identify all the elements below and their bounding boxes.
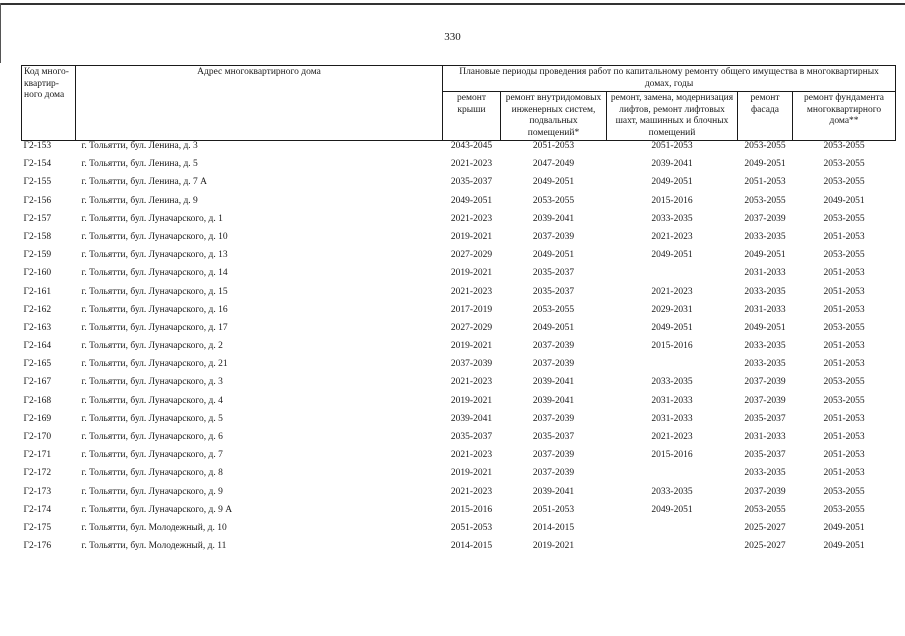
row-facade-period: 2051-2053 xyxy=(744,177,786,188)
row-address: г. Тольятти, бул. Луначарского, д. 15 xyxy=(81,286,228,297)
row-code: Г2-161 xyxy=(23,286,52,297)
row-address: г. Тольятти, бул. Молодежный, д. 10 xyxy=(81,522,227,533)
row-elevators-period: 2021-2023 xyxy=(651,432,693,442)
header-elevators: ремонт, замена, модернизация лифтов, ремонт лифтовых шахт, машинных и блочных помещений xyxy=(607,92,738,141)
row-address: г. Тольятти, бул. Луначарского, д. 13 xyxy=(81,250,228,261)
row-roof-period: 2051-2053 xyxy=(450,522,493,533)
row-roof-period: 2021-2023 xyxy=(450,377,493,388)
row-facade-period: 2033-2035 xyxy=(744,468,786,479)
row-roof-period: 2039-2041 xyxy=(450,413,493,424)
row-code: Г2-159 xyxy=(23,250,52,261)
row-elevators-period: 2021-2023 xyxy=(651,231,693,242)
table-row xyxy=(22,232,896,250)
row-address: г. Тольятти, бул. Луначарского, д. 10 xyxy=(81,231,228,242)
row-roof-period: 2019-2021 xyxy=(450,395,493,406)
row-facade-period: 2053-2055 xyxy=(744,141,786,151)
row-elevators-period: 2015-2016 xyxy=(651,195,693,206)
row-facade-period: 2031-2033 xyxy=(744,304,786,315)
row-elevators-period: 2039-2041 xyxy=(651,159,693,170)
row-address: г. Тольятти, бул. Луначарского, д. 2 xyxy=(81,341,223,352)
row-engineering-period: 2014-2015 xyxy=(532,522,575,533)
table-header xyxy=(22,66,896,141)
row-address: г. Тольятти, бул. Луначарского, д. 4 xyxy=(81,395,223,406)
table-row xyxy=(22,177,896,195)
row-facade-period: 2025-2027 xyxy=(744,522,786,533)
table-row xyxy=(22,268,896,286)
row-roof-period: 2035-2037 xyxy=(450,177,493,188)
row-address: г. Тольятти, бул. Молодежный, д. 11 xyxy=(81,541,227,552)
row-code: Г2-172 xyxy=(23,468,52,479)
row-elevators-period: 2031-2033 xyxy=(651,395,693,406)
row-engineering-period: 2053-2055 xyxy=(532,304,575,315)
row-elevators-period: 2021-2023 xyxy=(651,286,693,297)
row-facade-period: 2033-2035 xyxy=(744,286,786,297)
row-elevators-period xyxy=(607,468,738,486)
row-facade-period: 2053-2055 xyxy=(744,504,786,515)
row-elevators-period: 2015-2016 xyxy=(651,450,693,461)
row-engineering-period: 2049-2051 xyxy=(532,322,575,333)
page-number: 330 xyxy=(444,31,461,43)
row-code: Г2-155 xyxy=(23,177,52,188)
row-engineering-period: 2035-2037 xyxy=(532,268,575,279)
row-foundation-period: 2051-2053 xyxy=(823,450,865,461)
row-code: Г2-168 xyxy=(23,395,52,406)
row-elevators-period: 2049-2051 xyxy=(651,322,693,333)
row-engineering-period: 2049-2051 xyxy=(532,177,575,188)
row-roof-period: 2037-2039 xyxy=(450,359,493,370)
row-foundation-period: 2053-2055 xyxy=(823,250,865,261)
row-facade-period: 2033-2035 xyxy=(744,231,786,242)
row-facade-period: 2033-2035 xyxy=(744,341,786,352)
row-engineering-period: 2039-2041 xyxy=(532,486,575,497)
row-address: г. Тольятти, бул. Ленина, д. 7 А xyxy=(81,177,208,188)
row-roof-period: 2021-2023 xyxy=(450,159,493,170)
row-address: г. Тольятти, бул. Луначарского, д. 1 xyxy=(81,213,223,224)
row-foundation-period: 2053-2055 xyxy=(823,159,865,170)
table-row xyxy=(22,414,896,432)
row-address: г. Тольятти, бул. Луначарского, д. 5 xyxy=(81,413,223,424)
row-foundation-period: 2053-2055 xyxy=(823,504,865,515)
row-foundation-period: 2049-2051 xyxy=(823,541,865,552)
row-roof-period: 2049-2051 xyxy=(450,195,493,206)
row-address: г. Тольятти, бул. Луначарского, д. 7 xyxy=(81,450,223,461)
row-engineering-period: 2053-2055 xyxy=(532,195,575,206)
row-facade-period: 2037-2039 xyxy=(744,213,786,224)
table-row xyxy=(22,450,896,468)
row-engineering-period: 2039-2041 xyxy=(532,377,575,388)
row-roof-period: 2035-2037 xyxy=(450,432,493,442)
row-address: г. Тольятти, бул. Ленина, д. 5 xyxy=(81,159,198,170)
table-row xyxy=(22,214,896,232)
row-address: г. Тольятти, бул. Луначарского, д. 17 xyxy=(81,322,228,333)
row-roof-period: 2027-2029 xyxy=(450,250,493,261)
row-foundation-period: 2051-2053 xyxy=(823,468,865,479)
row-facade-period: 2037-2039 xyxy=(744,486,786,497)
row-engineering-period: 2037-2039 xyxy=(532,413,575,424)
row-elevators-period: 2049-2051 xyxy=(651,504,693,515)
row-address: г. Тольятти, бул. Луначарского, д. 14 xyxy=(81,268,228,279)
table-row xyxy=(22,287,896,305)
table-row xyxy=(22,377,896,395)
row-engineering-period: 2035-2037 xyxy=(532,432,575,442)
table-body xyxy=(22,141,896,560)
row-facade-period: 2035-2037 xyxy=(744,413,786,424)
repair-schedule-table xyxy=(21,65,896,559)
table-row xyxy=(22,305,896,323)
row-code: Г2-171 xyxy=(23,450,52,461)
row-elevators-period: 2031-2033 xyxy=(651,413,693,424)
row-facade-period: 2033-2035 xyxy=(744,359,786,370)
table-row xyxy=(22,323,896,341)
row-foundation-period: 2053-2055 xyxy=(823,177,865,188)
header-engineering: ремонт внутридомовых инженерных систем, подвальных помещений* xyxy=(501,92,607,141)
header-code: Код много-квартир-ного дома xyxy=(22,66,76,141)
row-code: Г2-164 xyxy=(23,341,52,352)
row-code: Г2-175 xyxy=(23,522,52,533)
header-address: Адрес многоквартирного дома xyxy=(76,66,443,141)
row-address: г. Тольятти, бул. Луначарского, д. 16 xyxy=(81,304,228,315)
table-row xyxy=(22,468,896,486)
row-roof-period: 2021-2023 xyxy=(450,486,493,497)
row-roof-period: 2043-2045 xyxy=(450,141,493,151)
row-code: Г2-173 xyxy=(23,486,52,497)
row-address: г. Тольятти, бул. Ленина, д. 3 xyxy=(81,141,198,151)
table-row xyxy=(22,359,896,377)
row-address: г. Тольятти, бул. Луначарского, д. 21 xyxy=(81,359,228,370)
row-roof-period: 2015-2016 xyxy=(450,504,493,515)
row-code: Г2-170 xyxy=(23,432,52,442)
table-row xyxy=(22,432,896,450)
row-foundation-period: 2051-2053 xyxy=(823,413,865,424)
row-code: Г2-167 xyxy=(23,377,52,388)
header-roof: ремонт крыши xyxy=(443,92,501,141)
row-engineering-period: 2047-2049 xyxy=(532,159,575,170)
row-address: г. Тольятти, бул. Луначарского, д. 3 xyxy=(81,377,223,388)
row-foundation-period: 2053-2055 xyxy=(823,141,865,151)
row-engineering-period: 2037-2039 xyxy=(532,359,575,370)
row-roof-period: 2021-2023 xyxy=(450,450,493,461)
row-facade-period: 2035-2037 xyxy=(744,450,786,461)
row-foundation-period: 2053-2055 xyxy=(823,395,865,406)
row-code: Г2-162 xyxy=(23,304,52,315)
row-foundation-period: 2051-2053 xyxy=(823,231,865,242)
row-facade-period: 2031-2033 xyxy=(744,432,786,442)
row-address: г. Тольятти, бул. Луначарского, д. 9 xyxy=(81,486,223,497)
row-elevators-period: 2049-2051 xyxy=(651,177,693,188)
row-elevators-period: 2015-2016 xyxy=(651,341,693,352)
table-row xyxy=(22,159,896,177)
row-engineering-period: 2019-2021 xyxy=(532,541,575,552)
row-foundation-period: 2053-2055 xyxy=(823,486,865,497)
row-engineering-period: 2039-2041 xyxy=(532,395,575,406)
header-foundation: ремонт фундамента многоквартирного дома** xyxy=(793,92,896,141)
row-foundation-period: 2051-2053 xyxy=(823,286,865,297)
row-code: Г2-157 xyxy=(23,213,52,224)
row-foundation-period: 2051-2053 xyxy=(823,432,865,442)
row-engineering-period: 2037-2039 xyxy=(532,231,575,242)
row-address: г. Тольятти, бул. Луначарского, д. 9 А xyxy=(81,504,233,515)
row-foundation-period: 2051-2053 xyxy=(823,341,865,352)
row-elevators-period xyxy=(607,541,738,559)
row-address: г. Тольятти, бул. Луначарского, д. 8 xyxy=(81,468,223,479)
header-periods: Плановые периоды проведения работ по капитальному ремонту общего имущества в многоквартирных домах, годы xyxy=(443,66,896,92)
row-facade-period: 2037-2039 xyxy=(744,377,786,388)
row-foundation-period: 2053-2055 xyxy=(823,213,865,224)
row-elevators-period xyxy=(607,268,738,286)
row-code: Г2-165 xyxy=(23,359,52,370)
row-facade-period: 2049-2051 xyxy=(744,322,786,333)
row-roof-period: 2014-2015 xyxy=(450,541,493,552)
row-facade-period: 2025-2027 xyxy=(744,541,786,552)
table-row xyxy=(22,341,896,359)
table-row xyxy=(22,396,896,414)
row-elevators-period: 2033-2035 xyxy=(651,377,693,388)
row-engineering-period: 2051-2053 xyxy=(532,504,575,515)
header-facade: ремонт фасада xyxy=(738,92,793,141)
row-roof-period: 2027-2029 xyxy=(450,322,493,333)
row-address: г. Тольятти, бул. Ленина, д. 9 xyxy=(81,195,198,206)
row-code: Г2-160 xyxy=(23,268,52,279)
row-foundation-period: 2051-2053 xyxy=(823,304,865,315)
table-row xyxy=(22,505,896,523)
row-roof-period: 2021-2023 xyxy=(450,286,493,297)
top-rule xyxy=(0,3,905,5)
row-code: Г2-158 xyxy=(23,231,52,242)
row-elevators-period xyxy=(607,359,738,377)
row-foundation-period: 2051-2053 xyxy=(823,359,865,370)
row-roof-period: 2019-2021 xyxy=(450,268,493,279)
row-roof-period: 2019-2021 xyxy=(450,468,493,479)
row-facade-period: 2049-2051 xyxy=(744,159,786,170)
row-elevators-period: 2029-2031 xyxy=(651,304,693,315)
row-code: Г2-176 xyxy=(23,541,52,552)
row-elevators-period: 2049-2051 xyxy=(651,250,693,261)
row-facade-period: 2037-2039 xyxy=(744,395,786,406)
row-engineering-period: 2051-2053 xyxy=(532,141,575,151)
table-row xyxy=(22,141,896,160)
row-engineering-period: 2037-2039 xyxy=(532,468,575,479)
row-code: Г2-156 xyxy=(23,195,52,206)
row-engineering-period: 2049-2051 xyxy=(532,250,575,261)
table-row xyxy=(22,541,896,559)
table-row xyxy=(22,250,896,268)
row-code: Г2-154 xyxy=(23,159,52,170)
row-engineering-period: 2039-2041 xyxy=(532,213,575,224)
row-elevators-period: 2033-2035 xyxy=(651,486,693,497)
row-foundation-period: 2053-2055 xyxy=(823,322,865,333)
row-facade-period: 2053-2055 xyxy=(744,195,786,206)
row-elevators-period xyxy=(607,523,738,541)
row-code: Г2-163 xyxy=(23,322,52,333)
table-row xyxy=(22,196,896,214)
row-elevators-period: 2051-2053 xyxy=(651,141,693,151)
row-facade-period: 2031-2033 xyxy=(744,268,786,279)
row-code: Г2-153 xyxy=(23,141,52,151)
row-foundation-period: 2049-2051 xyxy=(823,522,865,533)
row-elevators-period: 2033-2035 xyxy=(651,213,693,224)
row-roof-period: 2019-2021 xyxy=(450,231,493,242)
row-engineering-period: 2037-2039 xyxy=(532,450,575,461)
row-roof-period: 2021-2023 xyxy=(450,213,493,224)
row-code: Г2-169 xyxy=(23,413,52,424)
row-facade-period: 2049-2051 xyxy=(744,250,786,261)
table-row xyxy=(22,487,896,505)
row-foundation-period: 2049-2051 xyxy=(823,195,865,206)
row-foundation-period: 2053-2055 xyxy=(823,377,865,388)
row-code: Г2-174 xyxy=(23,504,52,515)
table-row xyxy=(22,523,896,541)
row-address: г. Тольятти, бул. Луначарского, д. 6 xyxy=(81,432,223,442)
row-foundation-period: 2051-2053 xyxy=(823,268,865,279)
row-engineering-period: 2037-2039 xyxy=(532,341,575,352)
row-roof-period: 2017-2019 xyxy=(450,304,493,315)
row-roof-period: 2019-2021 xyxy=(450,341,493,352)
row-engineering-period: 2035-2037 xyxy=(532,286,575,297)
